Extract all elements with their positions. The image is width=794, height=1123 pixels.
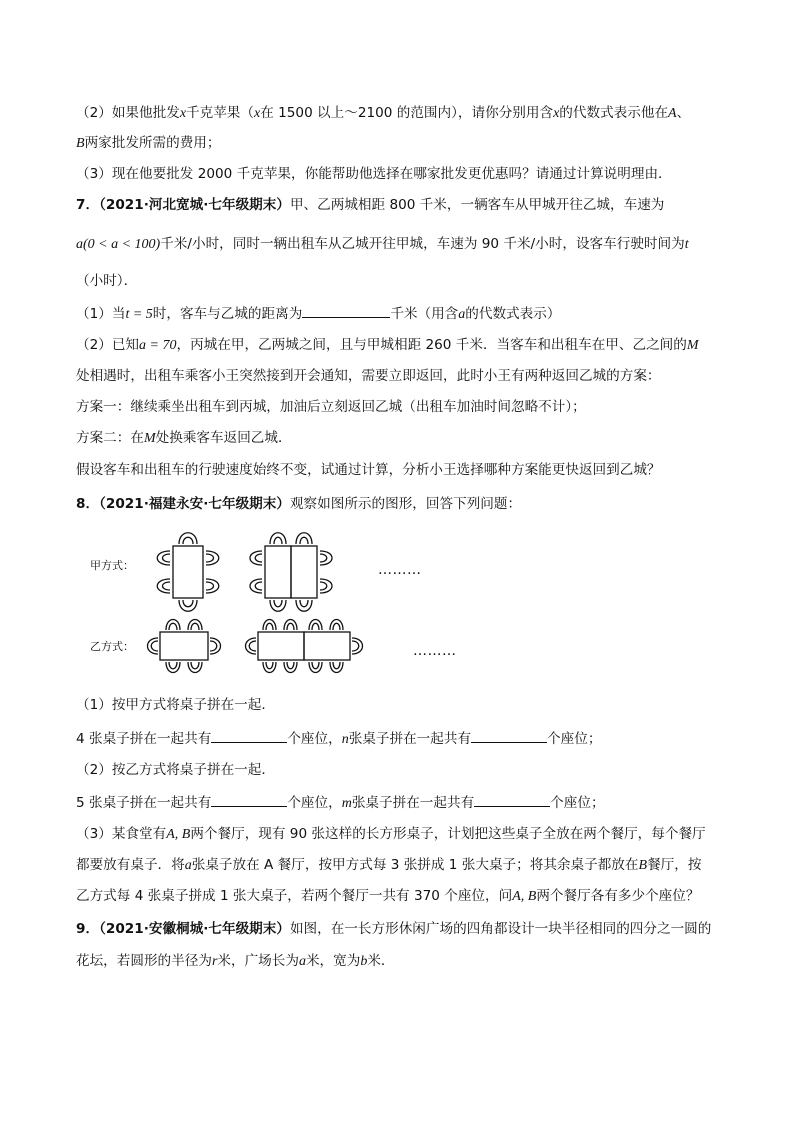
seat-bottom <box>179 600 197 611</box>
label-jia-method: 甲方式： <box>90 559 134 572</box>
seat-right-1-inner <box>206 554 214 562</box>
q6-part2-line2: B两家批发所需的费用； <box>76 135 221 151</box>
q7-condition-line: a(0 < a < 100)千米/小时，同时一辆出租车从乙城开往甲城，车速为 90 千米/小时，设客车行驶时间为t <box>76 236 689 252</box>
answer-blank[interactable] <box>211 729 287 743</box>
q8-heading: 8．（2021·福建永安·七年级期末）观察如图所示的图形，回答下列问题： <box>76 496 522 512</box>
q8-part3-line2: 都要放有桌子．将a张桌子放在 A 餐厅，按甲方式每 3 张拼成 1 张大桌子；将其余桌子都放在B餐厅，按 <box>76 857 702 873</box>
q9-source: （2021·安徽桐城·七年级期末） <box>99 921 290 937</box>
table-1 <box>265 546 291 598</box>
answer-blank[interactable] <box>474 793 550 807</box>
q6-part2-line1: （2）如果他批发x千克苹果（x在 1500 以上～2100 的范围内），请你分别用含x的代数式表示他在A、 <box>76 105 691 121</box>
q7-part1: （1）当t = 5时，客车与乙城的距离为 千米（用含a的代数式表示） <box>76 306 561 322</box>
q9-line2: 花坛，若圆形的半径为r米，广场长为a米，宽为b米． <box>76 953 395 969</box>
seat-left-1-inner <box>163 554 171 562</box>
table <box>160 632 208 660</box>
q8-part2-answer: 5 张桌子拼在一起共有 个座位，m张桌子拼在一起共有 个座位； <box>76 795 605 811</box>
seat-right-2 <box>206 579 219 593</box>
q8-part3-line1: （3）某食堂有A, B两个餐厅，现有 90 张这样的长方形桌子，计划把这些桌子全放在两个餐厅，每个餐厅 <box>76 826 706 842</box>
q9-heading: 9．（2021·安徽桐城·七年级期末）如图，在一长方形休闲广场的四角都设计一块半径相同的四分之一圆的 <box>76 921 712 937</box>
q8-part1: （1）按甲方式将桌子拼在一起． <box>76 697 275 713</box>
q7-plan1: 方案一：继续乘坐出租车到丙城，加油后立刻返回乙城（出租车加油时间忽略不计）； <box>76 399 586 415</box>
seat-left-1 <box>157 551 170 565</box>
q7-part2-line2: 处相遇时，出租车乘客小王突然接到开会通知，需要立即返回，此时小王有两种返回乙城的方案： <box>76 368 661 384</box>
q8-part3-line3: 乙方式每 4 张桌子拼成 1 张大桌子，若两个餐厅一共有 370 个座位，问A, B两个餐厅各有多少个座位？ <box>76 888 700 904</box>
q7-condition-end: （小时）． <box>76 273 138 289</box>
seat-left-2 <box>157 579 170 593</box>
jia-one-table-figure <box>148 529 228 617</box>
q6-part3: （3）现在他要批发 2000 千克苹果，你能帮助他选择在哪家批发更优惠吗？请通过计算说明理由． <box>76 166 672 182</box>
q8-part2: （2）按乙方式将桌子拼在一起． <box>76 762 275 778</box>
answer-blank[interactable] <box>211 793 287 807</box>
seat-top-inner <box>183 537 193 544</box>
table <box>173 546 203 598</box>
q7-plan2: 方案二：在M处换乘客车返回乙城． <box>76 430 292 446</box>
yi-two-tables-figure <box>242 616 366 676</box>
seat-bottom-inner <box>183 600 193 607</box>
q7-question: 假设客车和出租车的行驶速度始终不变，试通过计算，分析小王选择哪种方案能更快返回到乙城？ <box>76 462 661 478</box>
table-2 <box>291 546 317 598</box>
seat-right-1 <box>206 551 219 565</box>
yi-one-table-figure <box>144 616 224 676</box>
ellipsis-yi: ……… <box>413 643 457 659</box>
q8-part1-answer: 4 张桌子拼在一起共有 个座位，n张桌子拼在一起共有 个座位； <box>76 731 602 747</box>
answer-blank[interactable] <box>471 729 547 743</box>
table-1 <box>258 632 304 660</box>
ellipsis-jia: ……… <box>378 562 422 578</box>
q7-source: （2021·河北宽城·七年级期末） <box>99 197 290 213</box>
q8-source: （2021·福建永安·七年级期末） <box>99 496 290 512</box>
seat-right-2-inner <box>206 582 214 590</box>
jia-two-tables-figure <box>246 529 336 617</box>
seat-left-2-inner <box>163 582 171 590</box>
answer-blank[interactable] <box>302 304 390 318</box>
table-2 <box>304 632 350 660</box>
q7-heading: 7．（2021·河北宽城·七年级期末）甲、乙两城相距 800 千米，一辆客车从甲城开往乙城，车速为 <box>76 197 665 213</box>
label-yi-method: 乙方式： <box>90 640 134 653</box>
seat-top <box>179 533 197 544</box>
q7-part2-line1: （2）已知a = 70，丙城在甲，乙两城之间，且与甲城相距 260 千米．当客车和出租车在甲、乙之间的M <box>76 337 699 353</box>
